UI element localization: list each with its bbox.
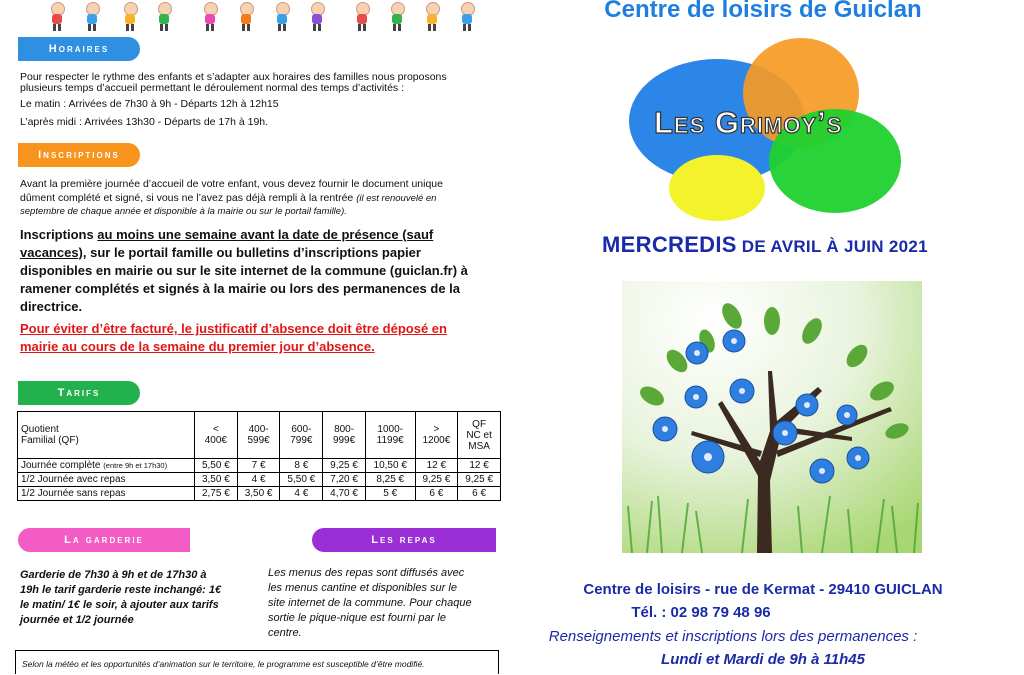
child-figure-icon [198, 0, 222, 32]
tarifs-header-row [18, 412, 501, 459]
child-figure-icon [305, 0, 329, 32]
cell: 5,50 € [280, 473, 323, 487]
bold-line-3: disponibles en mairie ou sur le site internet de la commune (guiclan.fr) à [20, 263, 468, 278]
tree-with-blue-flowers-illustration [622, 281, 922, 553]
repas-line-2: les menus cantine et disponibles sur le [268, 582, 457, 594]
horaires-intro-2: plusieurs temps d’accueil permettant le déroulement normal des temps d’activités : [20, 82, 405, 94]
row-label: 1/2 Journée sans repas [18, 487, 195, 501]
col-header: > 1200€ [415, 412, 458, 459]
bold-line-1 [20, 226, 500, 244]
qf-label-2: Familial (QF) [21, 435, 79, 446]
garderie-line-3: le matin/ 1€ le soir, à ajouter aux tarifs [20, 599, 219, 611]
bold-line-2 [20, 244, 500, 262]
bold-line-5: directrice. [20, 299, 83, 314]
garderie-line-2: 19h le tarif garderie reste inchangé: 1€ [20, 584, 222, 596]
horaires-matin: Le matin : Arrivées de 7h30 à 9h - Départs 12h à 12h15 [20, 98, 279, 110]
qf-label-1: Quotient [21, 424, 59, 435]
cell: 4,70 € [323, 487, 366, 501]
cell: 3,50 € [237, 487, 280, 501]
child-figure-icon [118, 0, 142, 32]
cell: 7,20 € [323, 473, 366, 487]
cell: 9,25 € [415, 473, 458, 487]
cell: 12 € [415, 459, 458, 473]
cell: 6 € [415, 487, 458, 501]
garderie-text [20, 568, 248, 628]
tarifs-banner [18, 381, 140, 405]
child-figure-icon [45, 0, 69, 32]
cell: 2,75 € [195, 487, 238, 501]
bold-1b: au moins une semaine avant la date de présence (sauf [97, 227, 434, 242]
mercredis-rest: DE AVRIL À JUIN 2021 [736, 237, 928, 256]
col-header: < 400€ [195, 412, 238, 459]
col-header: 400- 599€ [237, 412, 280, 459]
cell: 3,50 € [195, 473, 238, 487]
horaires-apres-midi: L’après midi : Arrivées 13h30 - Départs de 17h à 19h. [20, 115, 269, 128]
repas-line-3: site internet de la commune. Pour chaque [268, 597, 472, 609]
inscriptions-banner-label: Inscriptions [38, 149, 120, 161]
cell: 10,50 € [365, 459, 415, 473]
child-figure-icon [420, 0, 444, 32]
bold-2a: vacances), [20, 245, 87, 260]
cell: 7 € [237, 459, 280, 473]
bold-2b: sur le portail famille ou bulletins d’inscriptions papier [86, 245, 421, 260]
repas-line-4: sortie le pique-nique est fourni par le [268, 612, 446, 624]
telephone: Tél. : 02 98 79 48 96 [631, 604, 771, 621]
logo-text: Les Grimoy’s [654, 105, 843, 140]
row-label: 1/2 Journée avec repas [18, 473, 195, 487]
child-figure-icon [152, 0, 176, 32]
garderie-banner [18, 528, 190, 552]
col-header: 1000- 1199€ [365, 412, 415, 459]
tarifs-banner-label: Tarifs [57, 387, 101, 399]
repas-banner-label: Les repas [371, 534, 437, 546]
child-figure-icon [270, 0, 294, 32]
table-row [18, 487, 501, 501]
inscriptions-para1-line1: Avant la première journée d’accueil de votre enfant, vous devez fournir le document unique [20, 178, 443, 190]
child-figure-icon [455, 0, 479, 32]
cell: 8,25 € [365, 473, 415, 487]
cell: 4 € [237, 473, 280, 487]
red-line-2: mairie au cours de la semaine du premier jour d’absence. [20, 339, 375, 354]
permanences: Lundi et Mardi de 9h à 11h45 [661, 651, 865, 668]
horaires-banner-label: Horaires [48, 43, 110, 55]
row-label [18, 459, 195, 473]
row-label-text: Journée complète [21, 460, 101, 471]
les-grimoys-logo [625, 38, 905, 223]
horaires-banner [18, 37, 140, 61]
horaires-text [20, 72, 500, 129]
inscriptions-banner [18, 143, 140, 167]
table-row [18, 459, 501, 473]
bottom-note [15, 650, 499, 674]
inscriptions-text [20, 178, 500, 219]
cell: 9,25 € [458, 473, 501, 487]
repas-banner [312, 528, 496, 552]
inscriptions-para1-line3: septembre de chaque année et disponible à la mairie ou sur le portail famille). [20, 206, 347, 217]
red-line-1: Pour éviter d’être facturé, le justificatif d’absence doit être déposé en [20, 321, 447, 336]
bottom-note-text: Selon la météo et les opportunités d’animation sur le territoire, le programme est susceptible d’être modifié. [22, 659, 425, 669]
tarifs-header-label [18, 412, 195, 459]
garderie-line-1: Garderie de 7h30 à 9h et de 17h30 à [20, 569, 207, 581]
col-header: QF NC et MSA [458, 412, 501, 459]
child-figure-icon [350, 0, 374, 32]
cell: 5,50 € [195, 459, 238, 473]
inscriptions-bold-block [20, 226, 500, 356]
child-figure-icon [385, 0, 409, 32]
col-header: 600- 799€ [280, 412, 323, 459]
garderie-line-4: journée et 1/2 journée [20, 614, 134, 626]
horaires-intro-1: Pour respecter le rythme des enfants et s’adapter aux horaires des familles nous proposons [20, 71, 447, 83]
address: Centre de loisirs - rue de Kermat - 29410 GUICLAN [583, 581, 943, 598]
col-header: 800- 999€ [323, 412, 366, 459]
cell: 9,25 € [323, 459, 366, 473]
child-figure-icon [80, 0, 104, 32]
logo-yellow-bubble [669, 155, 765, 221]
child-figure-icon [234, 0, 258, 32]
repas-line-5: centre. [268, 627, 302, 639]
bold-line-4: ramener complétés et signés à la mairie ou lors des permanences de la [20, 281, 461, 296]
repas-line-1: Les menus des repas sont diffusés avec [268, 567, 465, 579]
tarifs-table [17, 411, 501, 501]
page-title: Centre de loisirs de Guiclan [604, 0, 922, 23]
row-note: (entre 9h et 17h30) [103, 461, 168, 470]
mercredis-heading [545, 232, 985, 258]
para1-normal: dûment complété et signé, si vous ne l’avez pas déjà rempli à la rentrée [20, 191, 357, 204]
inscriptions-para1-line2 [20, 192, 500, 206]
bold-1a: Inscriptions [20, 227, 98, 242]
children-row-illustration [40, 0, 480, 34]
cell: 12 € [458, 459, 501, 473]
renseignements: Renseignements et inscriptions lors des permanences : [548, 628, 918, 645]
repas-text [268, 566, 498, 641]
cell: 5 € [365, 487, 415, 501]
cell: 8 € [280, 459, 323, 473]
table-row [18, 473, 501, 487]
para1-italic: (il est renouvelé en [356, 192, 437, 204]
cell: 4 € [280, 487, 323, 501]
cell: 6 € [458, 487, 501, 501]
garderie-banner-label: La garderie [64, 534, 144, 546]
mercredis-big: MERCREDIS [602, 232, 737, 257]
